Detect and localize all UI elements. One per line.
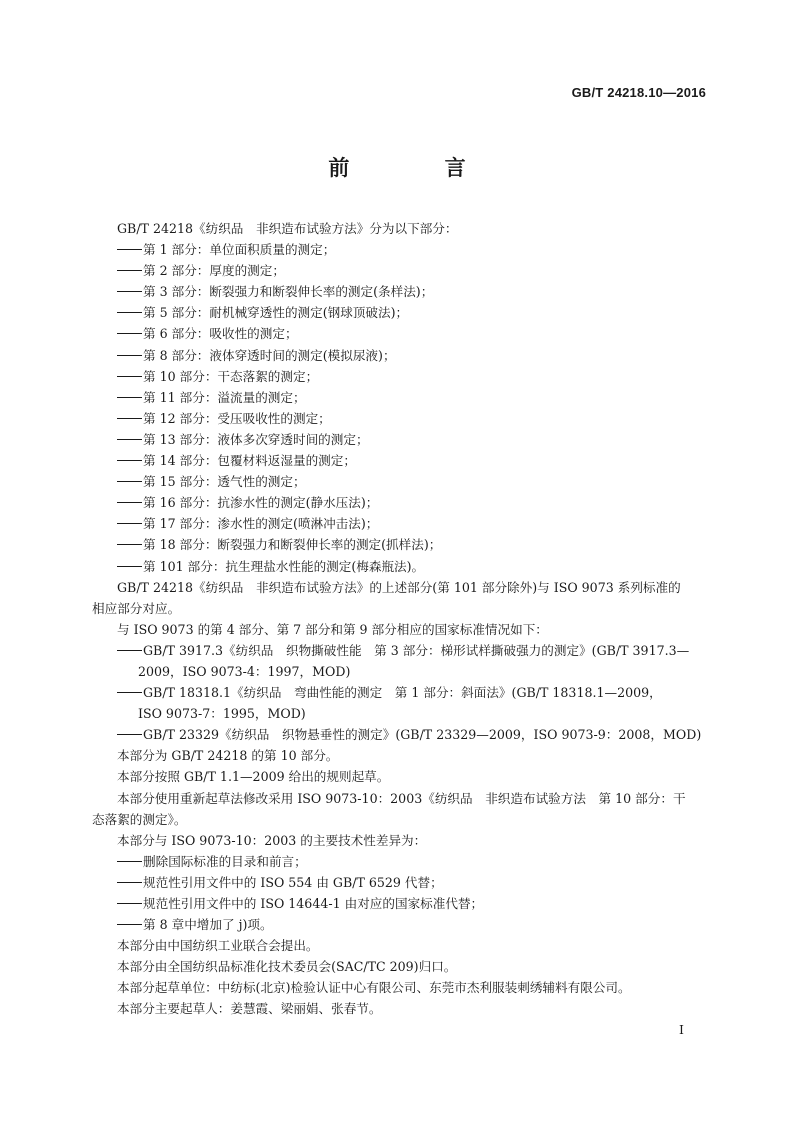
foreword-body — [92, 218, 704, 1020]
page-number: I — [679, 1022, 684, 1037]
list-item: 第 18 部分：断裂强力和断裂伸长率的测定(抓样法)； — [92, 534, 704, 555]
page-title: 前 言 — [328, 156, 510, 180]
national-standards-list — [92, 640, 704, 745]
list-item: 规范性引用文件中的 ISO 14644-1 由对应的国家标准代替； — [92, 893, 704, 914]
centralized-by: 本部分由全国纺织品标准化技术委员会(SAC/TC 209)归口。 — [117, 959, 457, 975]
dash-mark — [117, 249, 142, 250]
dash-mark — [117, 502, 142, 503]
drafters: 本部分主要起草人：姜慧霞、梁丽娟、张春节。 — [117, 1001, 382, 1017]
list-item: 第 5 部分：耐机械穿透性的测定(钢球顶破法)； — [92, 302, 704, 323]
list-item: 第 8 部分：液体穿透时间的测定(模拟尿液)； — [92, 345, 704, 366]
list-item: 第 101 部分：抗生理盐水性能的测定(梅森瓶法)。 — [92, 556, 704, 577]
differences-intro: 本部分与 ISO 9073-10：2003 的主要技术性差异为： — [117, 832, 427, 848]
list-item-continuation: ISO 9073-7：1995，MOD) — [138, 706, 306, 722]
list-item: 第 14 部分：包覆材料返湿量的测定； — [92, 450, 704, 471]
list-item: 第 6 部分：吸收性的测定； — [92, 323, 704, 344]
dash-mark — [117, 418, 142, 419]
list-item: 删除国际标准的目录和前言； — [92, 851, 704, 872]
list-item: 第 15 部分：透气性的测定； — [92, 471, 704, 492]
dash-mark — [117, 439, 142, 440]
dash-mark — [117, 291, 142, 292]
dash-mark — [117, 861, 142, 862]
national-standards-intro: 与 ISO 9073 的第 4 部分、第 7 部分和第 9 部分相应的国家标准情况如下： — [117, 621, 548, 637]
dash-mark — [117, 734, 142, 735]
redraft-statement-line1: 本部分使用重新起草法修改采用 ISO 9073-10：2003《纺织品 非织造布试验方法 第 10 部分：干 — [117, 790, 686, 806]
dash-mark — [117, 481, 142, 482]
dash-mark — [117, 333, 142, 334]
list-item: 规范性引用文件中的 ISO 554 由 GB/T 6529 代替； — [92, 872, 704, 893]
drafting-units: 本部分起草单位：中纺标(北京)检验认证中心有限公司、东莞市杰利服装刺绣辅料有限公司。 — [117, 980, 631, 996]
dash-mark — [117, 460, 142, 461]
dash-mark — [117, 650, 142, 651]
dash-mark — [117, 355, 142, 356]
dash-mark — [117, 544, 142, 545]
dash-mark — [117, 376, 142, 377]
list-item: GB/T 23329《纺织品 织物悬垂性的测定》(GB/T 23329—2009，ISO 9073-9：2008，MOD) — [92, 724, 704, 745]
standard-code: GB/T 24218.10—2016 — [571, 85, 706, 100]
dash-mark — [117, 397, 142, 398]
list-item: GB/T 18318.1《纺织品 弯曲性能的测定 第 1 部分：斜面法》(GB/T 18318.1—2009， — [92, 682, 704, 703]
list-item: 第 13 部分：液体多次穿透时间的测定； — [92, 429, 704, 450]
list-item: 第 1 部分：单位面积质量的测定； — [92, 239, 704, 260]
dash-mark — [117, 692, 142, 693]
dash-mark — [117, 566, 142, 567]
list-item: 第 10 部分：干态落絮的测定； — [92, 366, 704, 387]
list-item: 第 12 部分：受压吸收性的测定； — [92, 408, 704, 429]
dash-mark — [117, 270, 142, 271]
proposed-by: 本部分由中国纺织工业联合会提出。 — [117, 938, 319, 954]
correspondence-line1: GB/T 24218《纺织品 非织造布试验方法》的上述部分(第 101 部分除外)与 ISO 9073 系列标准的 — [117, 579, 681, 595]
list-item-continuation: 2009，ISO 9073-4：1997，MOD) — [138, 663, 351, 679]
dash-mark — [117, 924, 142, 925]
list-item: 第 11 部分：溢流量的测定； — [92, 387, 704, 408]
dash-mark — [117, 882, 142, 883]
list-item: 第 2 部分：厚度的测定； — [92, 260, 704, 281]
differences-list — [92, 851, 704, 935]
dash-mark — [117, 523, 142, 524]
correspondence-line2: 相应部分对应。 — [92, 600, 181, 616]
list-item: 第 8 章中增加了 j)项。 — [92, 914, 704, 935]
list-item: 第 16 部分：抗渗水性的测定(静水压法)； — [92, 492, 704, 513]
list-item: 第 3 部分：断裂强力和断裂伸长率的测定(条样法)； — [92, 281, 704, 302]
dash-mark — [117, 903, 142, 904]
dash-mark — [117, 312, 142, 313]
part-statement: 本部分为 GB/T 24218 的第 10 部分。 — [117, 748, 339, 764]
list-item: GB/T 3917.3《纺织品 织物撕破性能 第 3 部分：梯形试样撕破强力的测定》(GB/T 3917.3— — [92, 640, 704, 661]
intro-paragraph: GB/T 24218《纺织品 非织造布试验方法》分为以下部分： — [117, 221, 458, 236]
drafting-rules-statement: 本部分按照 GB/T 1.1—2009 给出的规则起草。 — [117, 769, 390, 785]
list-item: 第 17 部分：渗水性的测定(喷淋冲击法)； — [92, 513, 704, 534]
redraft-statement-line2: 态落絮的测定》。 — [92, 811, 187, 827]
parts-list — [92, 239, 704, 577]
